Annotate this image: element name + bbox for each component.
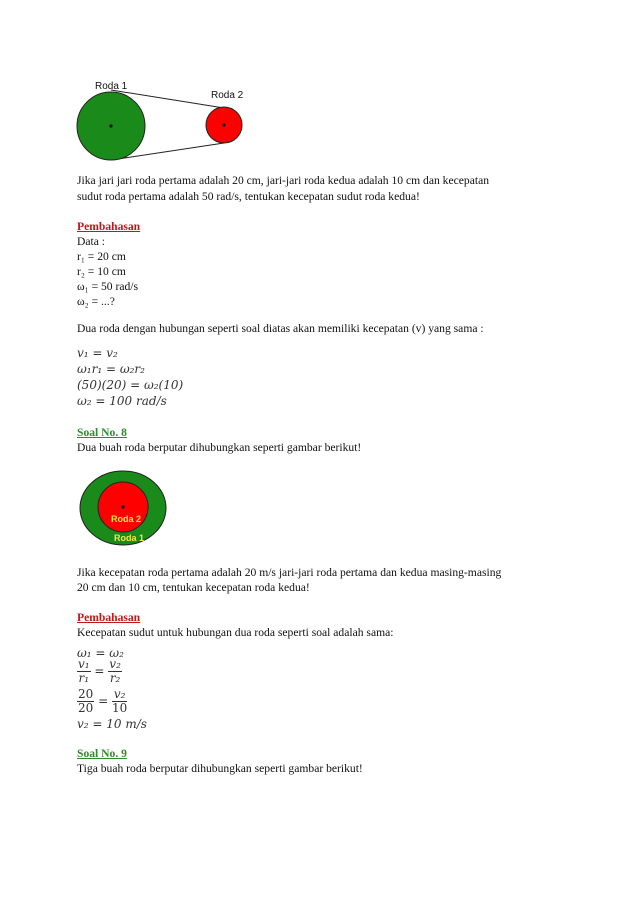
concentric-wheels-figure — [78, 470, 170, 548]
wheel-2-label: Roda 2 — [211, 90, 244, 101]
question-8-line-2: 20 cm dan 10 cm, tentukan kecepatan roda kedua! — [77, 581, 310, 594]
soal-8-heading: Soal No. 8 — [77, 426, 127, 439]
fraction-equation — [77, 688, 127, 715]
wheel-2-center — [222, 123, 225, 126]
equation-line: ω₁ = ω₂ — [77, 646, 124, 660]
fraction — [77, 688, 94, 715]
equation-line: (50)(20) = ω₂(10) — [77, 378, 184, 392]
data-line: ω₂ = ...? — [77, 295, 115, 308]
wheel-1-label: Roda 1 — [114, 533, 145, 543]
fraction — [108, 658, 122, 685]
question-7-line-1: Jika jari jari roda pertama adalah 20 cm, jari-jari roda kedua adalah 10 cm dan kecepatan — [77, 174, 490, 187]
belt-wheels-figure — [76, 78, 256, 168]
equation-line: v₁ = v₂ — [77, 346, 118, 360]
soal-9-heading: Soal No. 9 — [77, 747, 127, 760]
data-line: ω₁ = 50 rad/s — [77, 280, 139, 293]
equation-line: v₂ = 10 m/s — [77, 717, 147, 731]
equation-line: ω₂ = 100 rad/s — [77, 394, 167, 408]
pembahasan-heading-7: Pembahasan — [77, 220, 141, 233]
soal-8-intro: Dua buah roda berputar dihubungkan seperti gambar berikut! — [77, 441, 362, 454]
data-line: r₂ = 10 cm — [77, 265, 126, 278]
equation-line: ω₁r₁ = ω₂r₂ — [77, 362, 145, 376]
denominator: r₁ — [78, 671, 90, 685]
explanation-8: Kecepatan sudut untuk hubungan dua roda seperti soal adalah sama: — [77, 626, 394, 639]
question-8-line-1: Jika kecepatan roda pertama adalah 20 m/s jari-jari roda pertama dan kedua masing-masing — [77, 566, 502, 579]
denominator: r₂ — [109, 671, 121, 685]
data-title: Data : — [77, 235, 106, 248]
equals-sign: = — [94, 664, 109, 678]
denominator: 10 — [111, 701, 128, 715]
wheel-1-label: Roda 1 — [95, 81, 128, 92]
fraction — [77, 658, 91, 685]
explanation-7: Dua roda dengan hubungan seperti soal diatas akan memiliki kecepatan (v) yang sama : — [77, 322, 484, 335]
wheels-center — [121, 505, 124, 508]
wheel-1-center — [109, 124, 112, 127]
numerator: v₁ — [78, 657, 90, 671]
pembahasan-heading-8: Pembahasan — [77, 611, 141, 624]
numerator: v₂ — [113, 687, 126, 701]
fraction — [112, 688, 127, 715]
soal-9-intro: Tiga buah roda berputar dihubungkan seperti gambar berikut! — [77, 762, 363, 775]
wheel-2-label: Roda 2 — [111, 514, 142, 524]
denominator: 20 — [78, 701, 94, 715]
question-7-line-2: sudut roda pertama adalah 50 rad/s, tentukan kecepatan sudut roda kedua! — [77, 190, 420, 203]
data-line: r₁ = 20 cm — [77, 250, 126, 263]
fraction-equation — [77, 658, 122, 685]
equals-sign: = — [98, 694, 112, 708]
numerator: v₂ — [109, 657, 121, 671]
numerator: 20 — [78, 687, 94, 701]
